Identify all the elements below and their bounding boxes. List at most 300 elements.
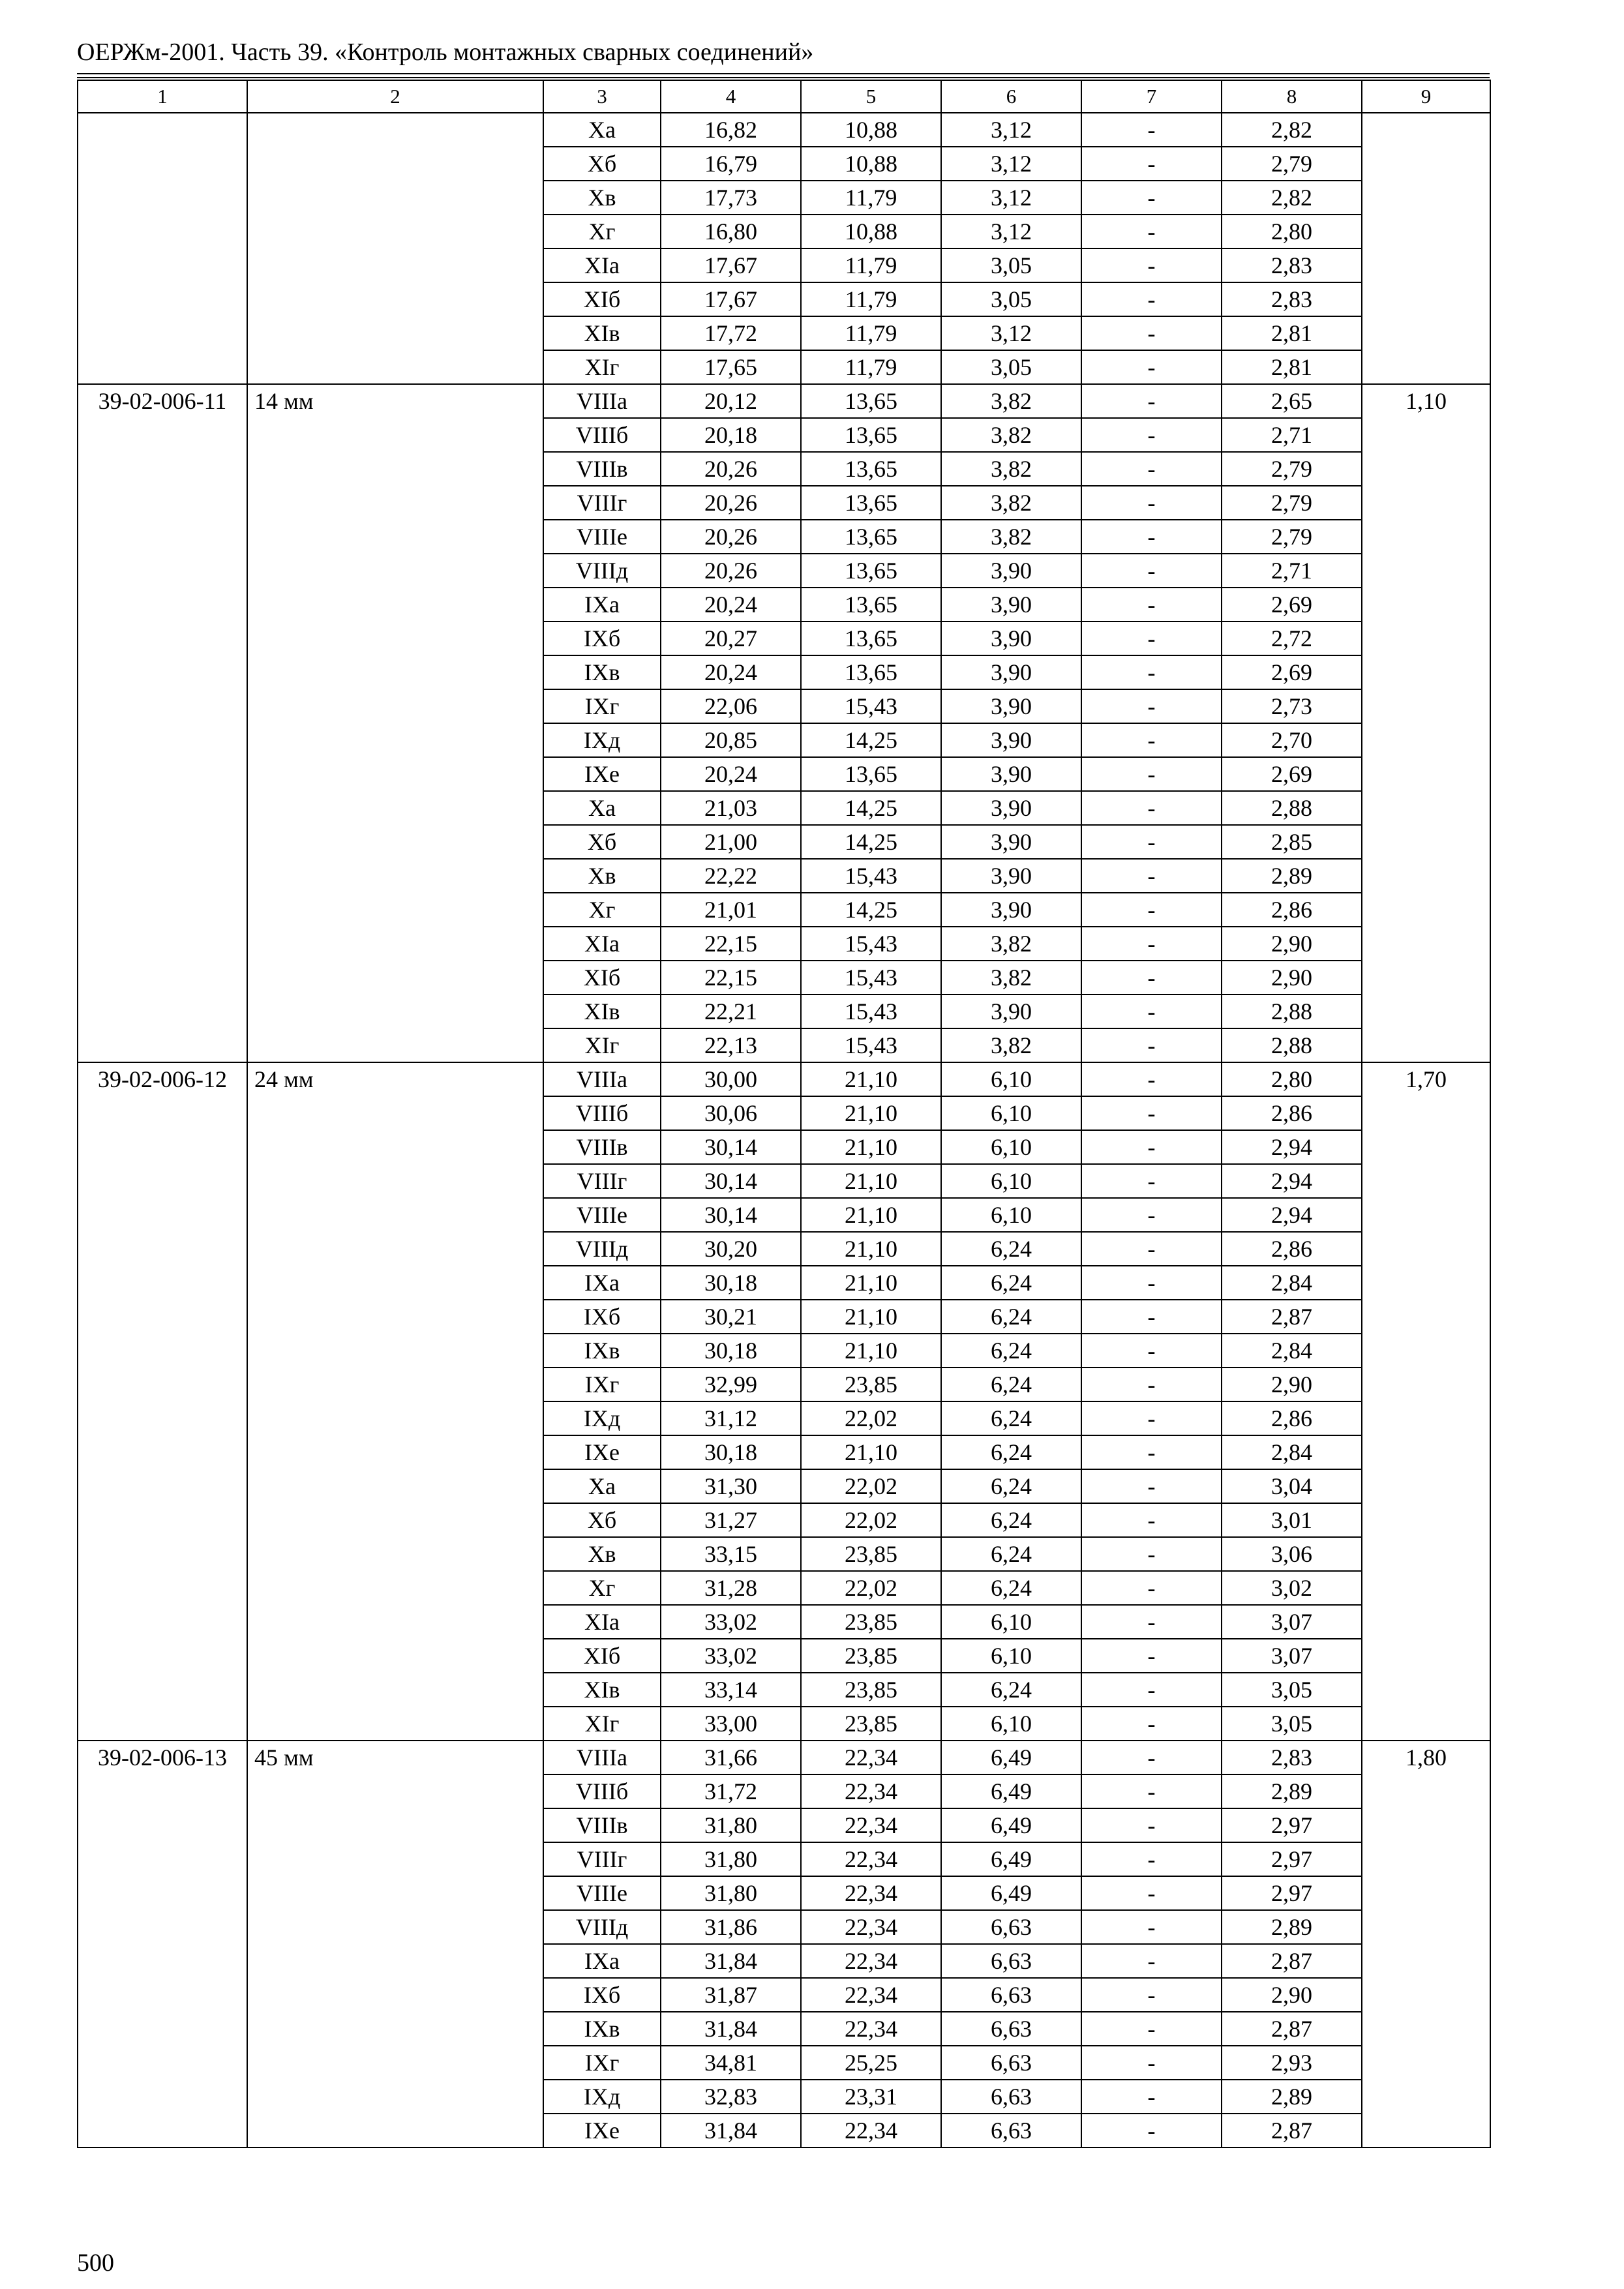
col7-cell: - <box>1081 520 1222 554</box>
col6-cell: 3,82 <box>941 961 1081 995</box>
col9-cell <box>1362 113 1490 384</box>
variant-cell: VIIIг <box>543 486 661 520</box>
col4-cell: 33,15 <box>661 1537 801 1571</box>
col6-cell: 6,24 <box>941 1401 1081 1435</box>
col5-cell: 23,85 <box>801 1639 941 1673</box>
col4-cell: 30,06 <box>661 1096 801 1130</box>
col8-cell: 2,88 <box>1222 995 1362 1028</box>
col8-cell: 2,83 <box>1222 248 1362 282</box>
col7-cell: - <box>1081 757 1222 791</box>
col7-cell: - <box>1081 825 1222 859</box>
col8-cell: 2,87 <box>1222 2114 1362 2147</box>
col5-cell: 21,10 <box>801 1435 941 1469</box>
col4-cell: 21,03 <box>661 791 801 825</box>
col8-cell: 3,01 <box>1222 1503 1362 1537</box>
col7-cell: - <box>1081 1571 1222 1605</box>
col4-cell: 20,24 <box>661 655 801 689</box>
column-number-cell: 1 <box>78 80 247 113</box>
col6-cell: 6,63 <box>941 2012 1081 2046</box>
variant-cell: Xг <box>543 893 661 927</box>
col7-cell: - <box>1081 689 1222 723</box>
header-rule-bottom <box>77 77 1490 78</box>
col6-cell: 3,82 <box>941 927 1081 961</box>
col4-cell: 31,66 <box>661 1741 801 1774</box>
variant-cell: Xг <box>543 215 661 248</box>
col6-cell: 3,82 <box>941 418 1081 452</box>
col4-cell: 31,30 <box>661 1469 801 1503</box>
col7-cell: - <box>1081 1774 1222 1808</box>
col9-cell: 1,80 <box>1362 1741 1490 2147</box>
col4-cell: 22,06 <box>661 689 801 723</box>
col8-cell: 2,97 <box>1222 1808 1362 1842</box>
col4-cell: 20,27 <box>661 621 801 655</box>
col6-cell: 6,24 <box>941 1469 1081 1503</box>
col5-cell: 13,65 <box>801 486 941 520</box>
col8-cell: 2,90 <box>1222 1368 1362 1401</box>
col5-cell: 22,34 <box>801 1876 941 1910</box>
col6-cell: 6,49 <box>941 1876 1081 1910</box>
col5-cell: 23,85 <box>801 1537 941 1571</box>
column-number-row <box>78 80 1490 113</box>
col6-cell: 3,05 <box>941 248 1081 282</box>
col4-cell: 17,67 <box>661 248 801 282</box>
col5-cell: 22,34 <box>801 1842 941 1876</box>
col7-cell: - <box>1081 1368 1222 1401</box>
col7-cell: - <box>1081 1300 1222 1334</box>
col6-cell: 6,49 <box>941 1842 1081 1876</box>
col4-cell: 34,81 <box>661 2046 801 2080</box>
col8-cell: 2,86 <box>1222 1232 1362 1266</box>
col7-cell: - <box>1081 1605 1222 1639</box>
variant-cell: VIIIe <box>543 1876 661 1910</box>
col5-cell: 15,43 <box>801 689 941 723</box>
col8-cell: 2,94 <box>1222 1164 1362 1198</box>
col8-cell: 2,85 <box>1222 825 1362 859</box>
variant-cell: IXa <box>543 588 661 621</box>
col6-cell: 6,10 <box>941 1639 1081 1673</box>
variant-cell: IXe <box>543 757 661 791</box>
col5-cell: 13,65 <box>801 588 941 621</box>
col6-cell: 6,63 <box>941 1944 1081 1978</box>
col8-cell: 2,89 <box>1222 859 1362 893</box>
col6-cell: 3,90 <box>941 689 1081 723</box>
col7-cell: - <box>1081 588 1222 621</box>
col7-cell: - <box>1081 1944 1222 1978</box>
col8-cell: 3,07 <box>1222 1605 1362 1639</box>
col9-cell: 1,10 <box>1362 384 1490 1062</box>
col8-cell: 2,81 <box>1222 350 1362 384</box>
col4-cell: 31,84 <box>661 2012 801 2046</box>
col4-cell: 31,27 <box>661 1503 801 1537</box>
col5-cell: 11,79 <box>801 282 941 316</box>
variant-cell: Xв <box>543 859 661 893</box>
col4-cell: 16,79 <box>661 147 801 181</box>
col5-cell: 23,85 <box>801 1605 941 1639</box>
variant-cell: VIIIв <box>543 1808 661 1842</box>
col9-cell: 1,70 <box>1362 1062 1490 1741</box>
col6-cell: 3,12 <box>941 316 1081 350</box>
col5-cell: 22,34 <box>801 2114 941 2147</box>
col7-cell: - <box>1081 248 1222 282</box>
col6-cell: 3,90 <box>941 554 1081 588</box>
col6-cell: 3,90 <box>941 621 1081 655</box>
col8-cell: 2,71 <box>1222 418 1362 452</box>
col6-cell: 3,90 <box>941 859 1081 893</box>
col7-cell: - <box>1081 927 1222 961</box>
col7-cell: - <box>1081 113 1222 147</box>
col4-cell: 33,00 <box>661 1707 801 1741</box>
variant-cell: XIa <box>543 248 661 282</box>
col8-cell: 2,80 <box>1222 215 1362 248</box>
variant-cell: XIa <box>543 927 661 961</box>
col6-cell: 6,24 <box>941 1334 1081 1368</box>
page-number: 500 <box>77 2249 114 2277</box>
variant-cell: VIIIa <box>543 1062 661 1096</box>
col4-cell: 20,26 <box>661 520 801 554</box>
col5-cell: 23,85 <box>801 1368 941 1401</box>
variant-cell: VIIIa <box>543 384 661 418</box>
col4-cell: 30,21 <box>661 1300 801 1334</box>
col4-cell: 31,84 <box>661 1944 801 1978</box>
col7-cell: - <box>1081 282 1222 316</box>
col7-cell: - <box>1081 181 1222 215</box>
col6-cell: 3,12 <box>941 215 1081 248</box>
col7-cell: - <box>1081 961 1222 995</box>
col7-cell: - <box>1081 1910 1222 1944</box>
col8-cell: 2,79 <box>1222 486 1362 520</box>
col5-cell: 21,10 <box>801 1266 941 1300</box>
col7-cell: - <box>1081 1198 1222 1232</box>
col6-cell: 3,82 <box>941 520 1081 554</box>
col8-cell: 2,83 <box>1222 282 1362 316</box>
col4-cell: 16,82 <box>661 113 801 147</box>
col6-cell: 3,12 <box>941 181 1081 215</box>
col7-cell: - <box>1081 1876 1222 1910</box>
col8-cell: 2,69 <box>1222 757 1362 791</box>
col6-cell: 6,24 <box>941 1503 1081 1537</box>
col6-cell: 6,24 <box>941 1266 1081 1300</box>
col5-cell: 13,65 <box>801 655 941 689</box>
column-number-cell: 4 <box>661 80 801 113</box>
col4-cell: 30,00 <box>661 1062 801 1096</box>
col7-cell: - <box>1081 995 1222 1028</box>
col5-cell: 22,02 <box>801 1401 941 1435</box>
col5-cell: 15,43 <box>801 995 941 1028</box>
col8-cell: 2,81 <box>1222 316 1362 350</box>
variant-cell: VIIIд <box>543 1232 661 1266</box>
variant-cell: VIIIб <box>543 1774 661 1808</box>
variant-cell: XIв <box>543 316 661 350</box>
col5-cell: 11,79 <box>801 248 941 282</box>
variant-cell: Xa <box>543 1469 661 1503</box>
col6-cell: 3,05 <box>941 350 1081 384</box>
col7-cell: - <box>1081 1232 1222 1266</box>
col4-cell: 17,67 <box>661 282 801 316</box>
col5-cell: 15,43 <box>801 961 941 995</box>
col4-cell: 17,73 <box>661 181 801 215</box>
col8-cell: 3,06 <box>1222 1537 1362 1571</box>
variant-cell: IXв <box>543 2012 661 2046</box>
col8-cell: 3,05 <box>1222 1707 1362 1741</box>
col7-cell: - <box>1081 486 1222 520</box>
table-row <box>78 113 1490 147</box>
col8-cell: 2,93 <box>1222 2046 1362 2080</box>
col8-cell: 2,87 <box>1222 2012 1362 2046</box>
variant-cell: VIIIe <box>543 520 661 554</box>
col5-cell: 22,02 <box>801 1469 941 1503</box>
col8-cell: 2,70 <box>1222 723 1362 757</box>
col4-cell: 17,65 <box>661 350 801 384</box>
col7-cell: - <box>1081 418 1222 452</box>
col6-cell: 3,12 <box>941 147 1081 181</box>
col8-cell: 2,90 <box>1222 927 1362 961</box>
col8-cell: 2,84 <box>1222 1334 1362 1368</box>
col8-cell: 2,86 <box>1222 1096 1362 1130</box>
col8-cell: 3,05 <box>1222 1673 1362 1707</box>
col8-cell: 2,97 <box>1222 1842 1362 1876</box>
col7-cell: - <box>1081 1707 1222 1741</box>
variant-cell: IXг <box>543 689 661 723</box>
variant-cell: Xв <box>543 1537 661 1571</box>
variant-cell: IXe <box>543 1435 661 1469</box>
col7-cell: - <box>1081 1808 1222 1842</box>
col5-cell: 21,10 <box>801 1232 941 1266</box>
col8-cell: 2,94 <box>1222 1130 1362 1164</box>
col7-cell: - <box>1081 1266 1222 1300</box>
col5-cell: 21,10 <box>801 1062 941 1096</box>
col4-cell: 31,84 <box>661 2114 801 2147</box>
col4-cell: 20,12 <box>661 384 801 418</box>
variant-cell: XIб <box>543 961 661 995</box>
variant-cell: VIIIд <box>543 1910 661 1944</box>
col6-cell: 6,24 <box>941 1232 1081 1266</box>
variant-cell: VIIIб <box>543 418 661 452</box>
col7-cell: - <box>1081 859 1222 893</box>
col4-cell: 22,13 <box>661 1028 801 1062</box>
col5-cell: 22,34 <box>801 1774 941 1808</box>
col6-cell: 6,10 <box>941 1062 1081 1096</box>
variant-cell: XIв <box>543 995 661 1028</box>
col6-cell: 3,12 <box>941 113 1081 147</box>
col8-cell: 2,86 <box>1222 1401 1362 1435</box>
col4-cell: 31,80 <box>661 1808 801 1842</box>
col4-cell: 31,80 <box>661 1842 801 1876</box>
col6-cell: 6,10 <box>941 1605 1081 1639</box>
col7-cell: - <box>1081 316 1222 350</box>
col8-cell: 2,82 <box>1222 113 1362 147</box>
col4-cell: 31,87 <box>661 1978 801 2012</box>
rate-code-cell: 39-02-006-12 <box>78 1062 247 1741</box>
col4-cell: 30,18 <box>661 1435 801 1469</box>
col4-cell: 21,01 <box>661 893 801 927</box>
variant-cell: IXв <box>543 655 661 689</box>
column-number-cell: 7 <box>1081 80 1222 113</box>
col8-cell: 2,69 <box>1222 655 1362 689</box>
description-cell: 24 мм <box>247 1062 543 1741</box>
col6-cell: 6,63 <box>941 2114 1081 2147</box>
col5-cell: 13,65 <box>801 418 941 452</box>
col4-cell: 20,24 <box>661 588 801 621</box>
col5-cell: 14,25 <box>801 825 941 859</box>
col8-cell: 2,72 <box>1222 621 1362 655</box>
col7-cell: - <box>1081 1537 1222 1571</box>
variant-cell: XIв <box>543 1673 661 1707</box>
col6-cell: 6,63 <box>941 1910 1081 1944</box>
table-row <box>78 1741 1490 1774</box>
col6-cell: 6,10 <box>941 1130 1081 1164</box>
description-cell: 14 мм <box>247 384 543 1062</box>
col5-cell: 23,85 <box>801 1707 941 1741</box>
variant-cell: XIa <box>543 1605 661 1639</box>
variant-cell: IXв <box>543 1334 661 1368</box>
col7-cell: - <box>1081 723 1222 757</box>
col7-cell: - <box>1081 350 1222 384</box>
col5-cell: 13,65 <box>801 520 941 554</box>
col4-cell: 30,20 <box>661 1232 801 1266</box>
variant-cell: IXб <box>543 1300 661 1334</box>
col8-cell: 2,90 <box>1222 961 1362 995</box>
rate-code-cell: 39-02-006-11 <box>78 384 247 1062</box>
col8-cell: 2,97 <box>1222 1876 1362 1910</box>
variant-cell: IXг <box>543 1368 661 1401</box>
col5-cell: 14,25 <box>801 723 941 757</box>
col5-cell: 23,85 <box>801 1673 941 1707</box>
col7-cell: - <box>1081 2012 1222 2046</box>
col6-cell: 3,82 <box>941 486 1081 520</box>
col4-cell: 16,80 <box>661 215 801 248</box>
column-number-cell: 8 <box>1222 80 1362 113</box>
col5-cell: 11,79 <box>801 181 941 215</box>
col7-cell: - <box>1081 1334 1222 1368</box>
col6-cell: 3,90 <box>941 995 1081 1028</box>
variant-cell: Xб <box>543 825 661 859</box>
col7-cell: - <box>1081 1401 1222 1435</box>
col6-cell: 3,82 <box>941 1028 1081 1062</box>
col5-cell: 11,79 <box>801 350 941 384</box>
col5-cell: 13,65 <box>801 384 941 418</box>
col7-cell: - <box>1081 1164 1222 1198</box>
col4-cell: 22,15 <box>661 927 801 961</box>
col4-cell: 20,26 <box>661 452 801 486</box>
col8-cell: 2,65 <box>1222 384 1362 418</box>
col7-cell: - <box>1081 1673 1222 1707</box>
col4-cell: 20,26 <box>661 554 801 588</box>
col4-cell: 22,22 <box>661 859 801 893</box>
col6-cell: 3,05 <box>941 282 1081 316</box>
col4-cell: 32,83 <box>661 2080 801 2114</box>
variant-cell: VIIIд <box>543 554 661 588</box>
description-cell: 45 мм <box>247 1741 543 2147</box>
col6-cell: 6,49 <box>941 1808 1081 1842</box>
col7-cell: - <box>1081 1503 1222 1537</box>
col6-cell: 3,90 <box>941 757 1081 791</box>
col7-cell: - <box>1081 554 1222 588</box>
variant-cell: XIб <box>543 1639 661 1673</box>
variant-cell: IXe <box>543 2114 661 2147</box>
col5-cell: 13,65 <box>801 554 941 588</box>
col6-cell: 6,49 <box>941 1741 1081 1774</box>
col5-cell: 10,88 <box>801 215 941 248</box>
col5-cell: 21,10 <box>801 1198 941 1232</box>
col5-cell: 22,34 <box>801 1944 941 1978</box>
col4-cell: 30,14 <box>661 1164 801 1198</box>
col5-cell: 15,43 <box>801 927 941 961</box>
col4-cell: 33,14 <box>661 1673 801 1707</box>
column-number-cell: 3 <box>543 80 661 113</box>
variant-cell: Xa <box>543 113 661 147</box>
col5-cell: 10,88 <box>801 113 941 147</box>
col4-cell: 20,24 <box>661 757 801 791</box>
table-row <box>78 1062 1490 1096</box>
col6-cell: 6,24 <box>941 1435 1081 1469</box>
variant-cell: Xб <box>543 147 661 181</box>
col4-cell: 30,18 <box>661 1266 801 1300</box>
variant-cell: IXд <box>543 723 661 757</box>
col5-cell: 11,79 <box>801 316 941 350</box>
col8-cell: 2,87 <box>1222 1944 1362 1978</box>
col8-cell: 2,88 <box>1222 1028 1362 1062</box>
variant-cell: XIг <box>543 1707 661 1741</box>
col6-cell: 6,24 <box>941 1300 1081 1334</box>
col4-cell: 31,28 <box>661 1571 801 1605</box>
col6-cell: 3,90 <box>941 588 1081 621</box>
variant-cell: IXб <box>543 621 661 655</box>
header-rule-top <box>77 73 1490 74</box>
column-number-cell: 9 <box>1362 80 1490 113</box>
col8-cell: 2,83 <box>1222 1741 1362 1774</box>
col5-cell: 21,10 <box>801 1300 941 1334</box>
col4-cell: 30,18 <box>661 1334 801 1368</box>
col4-cell: 32,99 <box>661 1368 801 1401</box>
col7-cell: - <box>1081 384 1222 418</box>
col7-cell: - <box>1081 1435 1222 1469</box>
variant-cell: VIIIв <box>543 452 661 486</box>
col4-cell: 33,02 <box>661 1605 801 1639</box>
description-cell <box>247 113 543 384</box>
col5-cell: 23,31 <box>801 2080 941 2114</box>
col7-cell: - <box>1081 452 1222 486</box>
col5-cell: 21,10 <box>801 1130 941 1164</box>
col5-cell: 21,10 <box>801 1334 941 1368</box>
col6-cell: 6,63 <box>941 2046 1081 2080</box>
col7-cell: - <box>1081 621 1222 655</box>
rate-code-cell <box>78 113 247 384</box>
col6-cell: 6,10 <box>941 1198 1081 1232</box>
table-row <box>78 384 1490 418</box>
col4-cell: 20,18 <box>661 418 801 452</box>
col7-cell: - <box>1081 1062 1222 1096</box>
col8-cell: 2,86 <box>1222 893 1362 927</box>
col6-cell: 6,24 <box>941 1673 1081 1707</box>
column-number-cell: 6 <box>941 80 1081 113</box>
variant-cell: XIб <box>543 282 661 316</box>
col7-cell: - <box>1081 2080 1222 2114</box>
variant-cell: IXa <box>543 1266 661 1300</box>
col4-cell: 31,86 <box>661 1910 801 1944</box>
col8-cell: 3,02 <box>1222 1571 1362 1605</box>
col7-cell: - <box>1081 1096 1222 1130</box>
col8-cell: 2,84 <box>1222 1435 1362 1469</box>
col7-cell: - <box>1081 1978 1222 2012</box>
col7-cell: - <box>1081 147 1222 181</box>
col7-cell: - <box>1081 655 1222 689</box>
variant-cell: VIIIa <box>543 1741 661 1774</box>
variant-cell: VIIIг <box>543 1842 661 1876</box>
col8-cell: 2,87 <box>1222 1300 1362 1334</box>
col5-cell: 14,25 <box>801 791 941 825</box>
col6-cell: 6,63 <box>941 2080 1081 2114</box>
col5-cell: 21,10 <box>801 1164 941 1198</box>
